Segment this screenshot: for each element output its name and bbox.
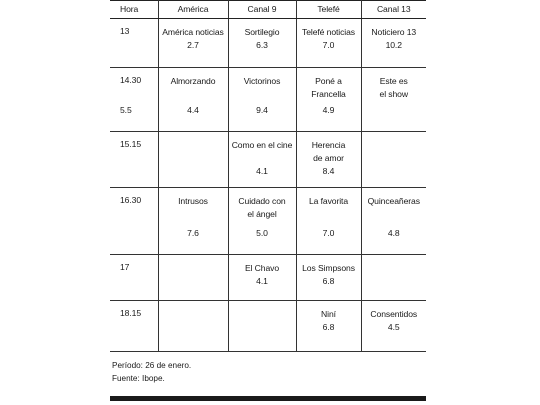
- program-cell: [228, 68, 296, 132]
- rating-value: 4.5: [387, 322, 400, 332]
- hour-cell: [110, 132, 158, 188]
- program-name: Telefé noticias: [302, 27, 355, 37]
- rating-value: 6.8: [322, 276, 335, 286]
- ratings-table-container: [110, 0, 426, 352]
- program-cell: [158, 301, 228, 352]
- program-cell: [158, 188, 228, 255]
- program-name: Niní: [321, 309, 336, 319]
- program-cell: [361, 301, 426, 352]
- rating-value: 7.6: [187, 228, 199, 238]
- rating-value: 7.0: [322, 40, 335, 50]
- rating-value: 4.1: [256, 276, 268, 286]
- program-name: Poné a: [315, 76, 342, 86]
- table-row: [110, 255, 426, 301]
- program-cell: [228, 188, 296, 255]
- rating-value: 8.4: [322, 166, 335, 176]
- hour-label: 16.30: [120, 195, 142, 205]
- rating-value: 6.3: [256, 40, 268, 50]
- program-cell: [361, 188, 426, 255]
- program-cell: [361, 19, 426, 68]
- program-name: Este es: [379, 76, 408, 86]
- program-cell: [296, 301, 361, 352]
- header-canal-13: Canal 13: [361, 1, 426, 19]
- table-row: [110, 68, 426, 132]
- table-header-row: [110, 1, 426, 19]
- program-cell: [158, 255, 228, 301]
- hour-label: 14.30: [120, 75, 142, 85]
- hour-label: 18.15: [120, 308, 142, 318]
- hour-extra-label: 5.5: [120, 105, 132, 115]
- rating-value: 6.8: [322, 322, 335, 332]
- table-row: [110, 188, 426, 255]
- header-canal-9: Canal 9: [228, 1, 296, 19]
- program-cell: [361, 255, 426, 301]
- rating-value: 4.9: [322, 105, 335, 115]
- rating-value: 10.2: [385, 40, 402, 50]
- program-name: El Chavo: [244, 263, 280, 273]
- hour-cell: [110, 301, 158, 352]
- program-name: el show: [379, 89, 408, 99]
- program-name: Herencia: [311, 140, 346, 150]
- program-cell: [296, 188, 361, 255]
- program-name: Consentidos: [370, 309, 418, 319]
- periodo-note: Período: 26 de enero.: [112, 361, 192, 370]
- program-cell: [158, 132, 228, 188]
- hour-label: 13: [120, 26, 130, 36]
- program-name: Sortilegio: [244, 27, 280, 37]
- program-name: Como en el cine: [231, 140, 293, 150]
- hour-cell: [110, 19, 158, 68]
- rating-value: 7.0: [322, 228, 335, 238]
- program-cell: [228, 132, 296, 188]
- program-cell: [228, 19, 296, 68]
- program-cell: [158, 19, 228, 68]
- program-cell: [158, 68, 228, 132]
- hour-label: 17: [120, 262, 130, 272]
- table-row: [110, 301, 426, 352]
- table-notes: [112, 359, 191, 385]
- program-name: Los Simpsons: [302, 263, 355, 273]
- ratings-table: [110, 0, 426, 352]
- program-cell: [361, 132, 426, 188]
- program-cell: [296, 255, 361, 301]
- hour-cell: [110, 188, 158, 255]
- program-cell: [228, 255, 296, 301]
- rating-value: 9.4: [256, 105, 268, 115]
- program-name: Cuidado con: [238, 196, 286, 206]
- header-telefe: Telefé: [296, 1, 361, 19]
- table-row: [110, 19, 426, 68]
- hour-cell: [110, 255, 158, 301]
- table-row: [110, 132, 426, 188]
- program-name: Victorinos: [243, 76, 281, 86]
- rating-value: 2.7: [187, 40, 199, 50]
- program-cell: [361, 68, 426, 132]
- program-name: Noticiero 13: [371, 27, 417, 37]
- rating-value: 4.1: [256, 166, 268, 176]
- program-name: Almorzando: [170, 76, 216, 86]
- header-hora: Hora: [110, 1, 158, 19]
- program-name: América noticias: [162, 27, 224, 37]
- fuente-note: Fuente: Ibope.: [112, 374, 165, 383]
- program-cell: [296, 19, 361, 68]
- program-cell: [296, 132, 361, 188]
- rating-value: 4.4: [187, 105, 199, 115]
- program-name: el ángel: [247, 209, 277, 219]
- hour-cell: [110, 68, 158, 132]
- program-name: Intrusos: [178, 196, 208, 206]
- hour-label: 15.15: [120, 139, 142, 149]
- bottom-rule: [110, 396, 426, 401]
- header-america: América: [158, 1, 228, 19]
- program-name: Quinceañeras: [367, 196, 420, 206]
- rating-value: 5.0: [256, 228, 268, 238]
- program-cell: [296, 68, 361, 132]
- program-name: de amor: [313, 153, 344, 163]
- rating-value: 4.8: [387, 228, 400, 238]
- program-name: Francella: [311, 89, 346, 99]
- program-cell: [228, 301, 296, 352]
- program-name: La favorita: [308, 196, 349, 206]
